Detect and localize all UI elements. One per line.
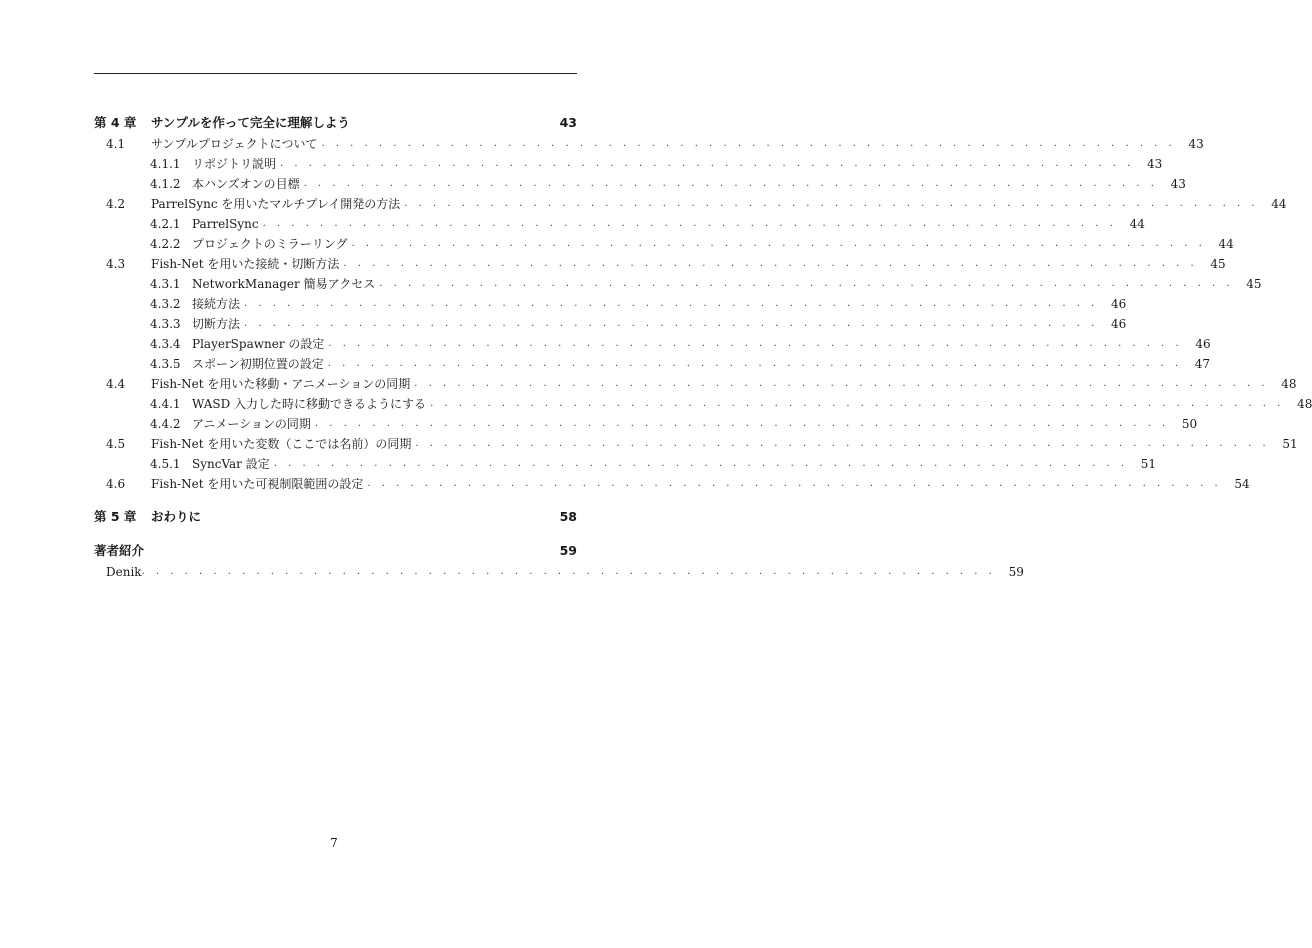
- dot-leader: . . . . . . . . . . . . . . . . . . . . . . . . . . . . . . . . . . . . . . . . . . . . . . . . . . . . . . . . . . . .: [273, 458, 1129, 469]
- toc-subsection-4-5-1[interactable]: [94, 454, 1157, 474]
- chapter-title: おわりに: [151, 509, 202, 524]
- toc-section-4-6[interactable]: [94, 474, 1250, 494]
- toc-section-4-3[interactable]: [94, 254, 1226, 274]
- subsection-number: 4.1.1: [150, 157, 181, 171]
- subsection-title: アニメーションの同期: [192, 417, 311, 431]
- page-number: 54: [1234, 477, 1250, 491]
- dot-leader: . . . . . . . . . . . . . . . . . . . . . . . . . . . . . . . . . . . . . . . . . . . . . . . . . . . . . . . . . . . .: [351, 238, 1206, 249]
- section-number: 4.3: [106, 257, 126, 271]
- section-title: Fish-Net を用いた接続・切断方法: [151, 257, 340, 271]
- toc-authors[interactable]: [94, 540, 577, 562]
- dot-leader: . . . . . . . . . . . . . . . . . . . . . . . . . . . . . . . . . . . . . . . . . . . . . . . . . . . . . . . . . . . .: [327, 358, 1183, 369]
- page-number: 44: [1218, 237, 1234, 251]
- section-number: 4.2: [106, 197, 126, 211]
- page-number: 45: [1246, 277, 1262, 291]
- dot-leader: . . . . . . . . . . . . . . . . . . . . . . . . . . . . . . . . . . . . . . . . . . . . . . . . . . . . . . . . . . . .: [379, 278, 1234, 289]
- section-title: Fish-Net を用いた移動・アニメーションの同期: [151, 377, 411, 391]
- dot-leader: . . . . . . . . . . . . . . . . . . . . . . . . . . . . . . . . . . . . . . . . . . . . . . . . . . . . . . . . . . . .: [303, 178, 1158, 189]
- subsection-title: スポーン初期位置の設定: [192, 357, 324, 371]
- subsection-number: 4.3.1: [150, 277, 181, 291]
- section-title: ParrelSync を用いたマルチプレイ開発の方法: [151, 197, 401, 211]
- subsection-number: 4.5.1: [150, 457, 181, 471]
- toc-section-4-1[interactable]: [94, 134, 1204, 154]
- dot-leader: . . . . . . . . . . . . . . . . . . . . . . . . . . . . . . . . . . . . . . . . . . . . . . . . . . . . . . . . . . . .: [367, 478, 1222, 489]
- toc-subsection-4-1-2[interactable]: [94, 174, 1186, 194]
- toc-subsection-4-3-1[interactable]: [94, 274, 1262, 294]
- subsection-title: NetworkManager 簡易アクセス: [192, 277, 376, 291]
- dot-leader: . . . . . . . . . . . . . . . . . . . . . . . . . . . . . . . . . . . . . . . . . . . . . . . . . . . . . . . . . . . .: [415, 438, 1270, 449]
- dot-leader: . . . . . . . . . . . . . . . . . . . . . . . . . . . . . . . . . . . . . . . . . . . . . . . . . . . . . . . . . . . .: [343, 258, 1198, 269]
- subsection-title: ParrelSync: [192, 217, 259, 231]
- dot-leader: . . . . . . . . . . . . . . . . . . . . . . . . . . . . . . . . . . . . . . . . . . . . . . . . . . . . . . . . . . . .: [244, 298, 1099, 309]
- dot-leader: . . . . . . . . . . . . . . . . . . . . . . . . . . . . . . . . . . . . . . . . . . . . . . . . . . . . . . . . . . . .: [262, 218, 1117, 229]
- page-number: 50: [1181, 417, 1198, 431]
- page-number: 44: [1129, 217, 1145, 231]
- subsection-number: 4.3.2: [150, 297, 181, 311]
- author-name: Denik: [106, 565, 142, 579]
- subsection-number: 4.3.3: [150, 317, 181, 331]
- page-number: 43: [1188, 137, 1204, 151]
- chapter-title: 著者紹介: [94, 543, 145, 558]
- dot-leader: . . . . . . . . . . . . . . . . . . . . . . . . . . . . . . . . . . . . . . . . . . . . . . . . . . . . . . . . . . . .: [328, 338, 1183, 349]
- page-number: 59: [1008, 565, 1024, 579]
- page-number: 48: [1297, 397, 1312, 411]
- subsection-title: リポジトリ説明: [192, 157, 277, 171]
- page-number: 51: [1140, 457, 1157, 471]
- subsection-number: 4.4.1: [150, 397, 181, 411]
- subsection-number: 4.3.4: [150, 337, 181, 351]
- section-title: サンプルプロジェクトについて: [151, 137, 318, 151]
- dot-leader: . . . . . . . . . . . . . . . . . . . . . . . . . . . . . . . . . . . . . . . . . . . . . . . . . . . . . . . . . . . .: [280, 158, 1135, 169]
- subsection-title: SyncVar 設定: [192, 457, 270, 471]
- toc-subsection-4-3-5[interactable]: [94, 354, 1211, 374]
- page-number: 48: [1281, 377, 1297, 391]
- subsection-number: 4.2.1: [150, 217, 181, 231]
- subsection-title: 切断方法: [192, 317, 241, 331]
- toc-subsection-4-4-2[interactable]: [94, 414, 1198, 434]
- toc-subsection-4-3-2[interactable]: [94, 294, 1127, 314]
- section-number: 4.6: [106, 477, 126, 491]
- footer-page-number: 7: [330, 836, 338, 850]
- toc-section-4-2[interactable]: [94, 194, 1287, 214]
- section-title: Fish-Net を用いた変数（ここでは名前）の同期: [151, 437, 412, 451]
- subsection-title: 本ハンズオンの目標: [192, 177, 300, 191]
- page-number: 43: [1147, 157, 1163, 171]
- subsection-number: 4.3.5: [150, 357, 181, 371]
- dot-leader: . . . . . . . . . . . . . . . . . . . . . . . . . . . . . . . . . . . . . . . . . . . . . . . . . . . . . . . . . . . .: [244, 318, 1099, 329]
- subsection-number: 4.4.2: [150, 417, 181, 431]
- toc-subsection-4-3-3[interactable]: [94, 314, 1127, 334]
- toc-subsection-4-2-1[interactable]: [94, 214, 1145, 234]
- dot-leader: . . . . . . . . . . . . . . . . . . . . . . . . . . . . . . . . . . . . . . . . . . . . . . . . . . . . . . . . . . . .: [321, 138, 1176, 149]
- page-number: 45: [1210, 257, 1226, 271]
- toc-chapter-5[interactable]: [94, 506, 577, 528]
- subsection-number: 4.2.2: [150, 237, 181, 251]
- chapter-title: サンプルを作って完全に理解しよう: [151, 115, 350, 130]
- toc-subsection-4-2-2[interactable]: [94, 234, 1234, 254]
- subsection-title: プロジェクトのミラーリング: [192, 237, 348, 251]
- toc-author-denik[interactable]: [94, 562, 1024, 582]
- header-rule: [94, 73, 577, 74]
- toc-chapter-4[interactable]: [94, 112, 577, 134]
- dot-leader: . . . . . . . . . . . . . . . . . . . . . . . . . . . . . . . . . . . . . . . . . . . . . . . . . . . . . . . . . . . .: [430, 398, 1285, 409]
- toc-subsection-4-3-4[interactable]: [94, 334, 1211, 354]
- toc-subsection-4-4-1[interactable]: [94, 394, 1312, 414]
- subsection-number: 4.1.2: [150, 177, 181, 191]
- table-of-contents: [94, 112, 1312, 582]
- subsection-title: 接続方法: [192, 297, 241, 311]
- page-number: 44: [1271, 197, 1287, 211]
- page-number: 51: [1282, 437, 1298, 451]
- toc-section-4-4[interactable]: [94, 374, 1297, 394]
- page-number: 58: [559, 509, 577, 524]
- subsection-title: PlayerSpawner の設定: [192, 337, 325, 351]
- subsection-title: WASD 入力した時に移動できるようにする: [192, 397, 427, 411]
- page-number: 46: [1111, 317, 1127, 331]
- section-number: 4.4: [106, 377, 126, 391]
- page-number: 46: [1195, 337, 1211, 351]
- toc-section-4-5[interactable]: [94, 434, 1298, 454]
- page-number: 59: [559, 543, 577, 558]
- section-number: 4.5: [106, 437, 126, 451]
- section-title: Fish-Net を用いた可視制限範囲の設定: [151, 477, 364, 491]
- page-number: 46: [1111, 297, 1127, 311]
- page-number: 43: [559, 115, 577, 130]
- chapter-number: 第 4 章: [94, 115, 137, 130]
- toc-subsection-4-1-1[interactable]: [94, 154, 1163, 174]
- dot-leader: . . . . . . . . . . . . . . . . . . . . . . . . . . . . . . . . . . . . . . . . . . . . . . . . . . . . . . . . . . . .: [314, 418, 1170, 429]
- dot-leader: . . . . . . . . . . . . . . . . . . . . . . . . . . . . . . . . . . . . . . . . . . . . . . . . . . . . . . . . . . . .: [404, 198, 1259, 209]
- page-number: 43: [1170, 177, 1186, 191]
- dot-leader: . . . . . . . . . . . . . . . . . . . . . . . . . . . . . . . . . . . . . . . . . . . . . . . . . . . . . . . . . . . .: [141, 566, 996, 577]
- section-number: 4.1: [106, 137, 126, 151]
- chapter-number: 第 5 章: [94, 509, 137, 524]
- page-number: 47: [1194, 357, 1211, 371]
- dot-leader: . . . . . . . . . . . . . . . . . . . . . . . . . . . . . . . . . . . . . . . . . . . . . . . . . . . . . . . . . . . .: [414, 378, 1269, 389]
